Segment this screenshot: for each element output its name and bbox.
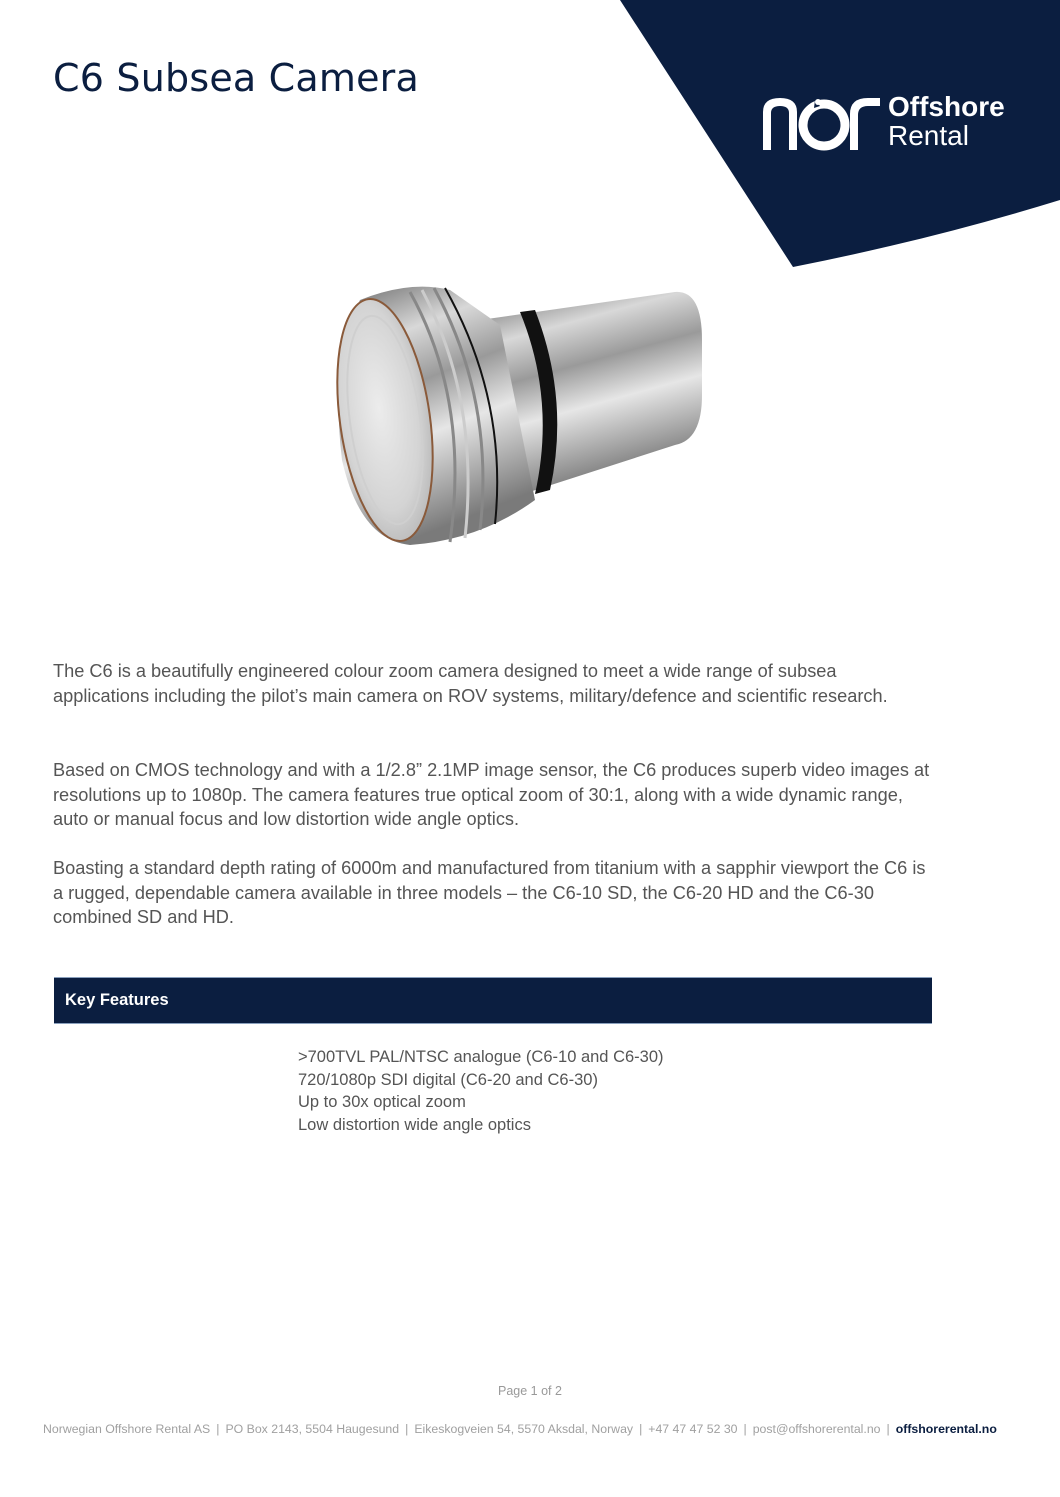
logo-text-rental: Rental [888, 120, 969, 151]
key-features-list [298, 1046, 664, 1136]
description-paragraph-3: Boasting a standard depth rating of 6000m and manufactured from titanium with a sapphir viewport the C6 is a rugged, dependable camera available in three models – the C6-10 SD, the C6-20 HD and the C6-30 combined SD and HD. [53, 858, 926, 927]
footer-company: Norwegian Offshore Rental AS [43, 1422, 211, 1436]
feature-item: Up to 30x optical zoom [298, 1093, 466, 1111]
page-title: C6 Subsea Camera [53, 56, 419, 100]
footer-address: Eikeskogveien 54, 5570 Aksdal, Norway [414, 1422, 634, 1436]
description-paragraph-2: Based on CMOS technology and with a 1/2.8” 2.1MP image sensor, the C6 produces superb video images at resolutions up to 1080p. The camera features true optical zoom of 30:1, along with a wide dynamic range, auto or manual focus and low distortion wide angle optics. [53, 760, 930, 829]
footer-phone[interactable]: +47 47 47 52 30 [648, 1422, 738, 1436]
footer-separator: | [405, 1422, 409, 1436]
page-number-label: Page 1 of 2 [498, 1384, 562, 1398]
description-paragraph-1: The C6 is a beautifully engineered colour zoom camera designed to meet a wide range of subsea applications including the pilot’s main camera on ROV systems, military/defence and scientific research. [53, 661, 888, 706]
feature-item: >700TVL PAL/NTSC analogue (C6-10 and C6-30) [298, 1048, 664, 1066]
key-features-header [54, 977, 932, 1024]
footer-separator: | [216, 1422, 220, 1436]
footer-email-link[interactable]: post@offshorerental.no [752, 1422, 881, 1436]
footer-po-box: PO Box 2143, 5504 Haugesund [225, 1422, 400, 1436]
footer-website-link[interactable]: offshorerental.no [895, 1422, 997, 1436]
nor-logo-icon [760, 92, 884, 154]
feature-item: 720/1080p SDI digital (C6-20 and C6-30) [298, 1070, 598, 1089]
feature-item: Low distortion wide angle optics [298, 1115, 531, 1134]
key-features-heading: Key Features [65, 991, 169, 1009]
footer-separator: | [639, 1422, 643, 1436]
footer [43, 1422, 997, 1436]
page-number [0, 1384, 1060, 1398]
brand-logo [760, 92, 1030, 154]
footer-separator: | [743, 1422, 747, 1436]
logo-text-offshore: Offshore [888, 91, 1005, 122]
footer-separator: | [886, 1422, 890, 1436]
product-image-camera [330, 280, 710, 555]
